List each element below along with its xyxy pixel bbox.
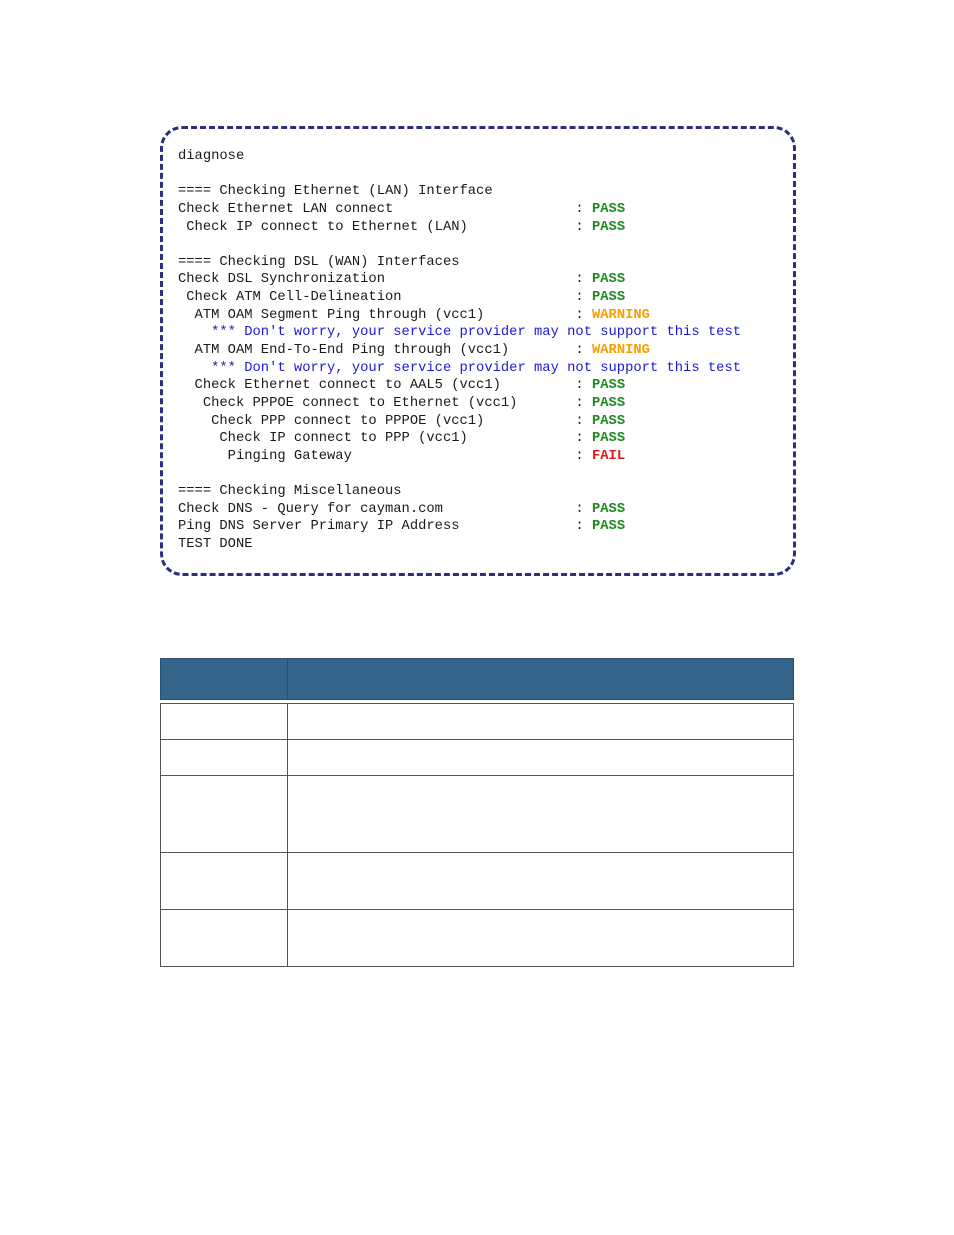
- table-row: [161, 740, 794, 776]
- terminal-line-separator: :: [575, 519, 592, 535]
- terminal-line-separator: :: [575, 201, 592, 217]
- terminal-line-status: PASS: [591, 201, 626, 217]
- terminal-line-label: Check DSL Synchronization: [178, 272, 576, 288]
- terminal-line-status: FAIL: [591, 448, 626, 464]
- terminal-line-label: Check PPPOE connect to Ethernet (vcc1): [178, 395, 576, 411]
- terminal-line-label: Check Ethernet LAN connect: [178, 201, 576, 217]
- table-header-row: [161, 659, 794, 700]
- terminal-line-label: *** Don't worry, your service provider may not support this test: [178, 325, 742, 341]
- table-cell: [161, 740, 288, 776]
- terminal-line-label: Pinging Gateway: [178, 448, 576, 464]
- terminal-line-label: Check IP connect to PPP (vcc1): [178, 431, 576, 447]
- terminal-line-label: Check PPP connect to PPPOE (vcc1): [178, 413, 576, 429]
- terminal-line: [178, 307, 741, 325]
- terminal-line: [178, 324, 741, 342]
- terminal-line-label: TEST DONE: [178, 537, 253, 553]
- terminal-line-separator: :: [575, 343, 592, 359]
- table-cell: [288, 910, 794, 967]
- terminal-line-separator: :: [575, 431, 592, 447]
- terminal-line-separator: :: [575, 290, 592, 306]
- terminal-line-label: ==== Checking Miscellaneous: [178, 484, 402, 500]
- table-cell: [161, 776, 288, 853]
- terminal-line: [178, 271, 741, 289]
- table-cell: [161, 704, 288, 740]
- table-cell: [161, 910, 288, 967]
- table-row: [161, 776, 794, 853]
- terminal-line-separator: :: [575, 307, 592, 323]
- terminal-line-label: ATM OAM Segment Ping through (vcc1): [178, 307, 576, 323]
- terminal-line: [178, 360, 741, 378]
- table-cell: [161, 853, 288, 910]
- terminal-line-status: PASS: [591, 413, 626, 429]
- terminal-line: [178, 148, 741, 166]
- terminal-line-label: Ping DNS Server Primary IP Address: [178, 519, 576, 535]
- terminal-line: [178, 501, 741, 519]
- terminal-line-label: ATM OAM End-To-End Ping through (vcc1): [178, 343, 576, 359]
- terminal-line: [178, 254, 741, 272]
- terminal-line-separator: :: [575, 448, 592, 464]
- table-row: [161, 853, 794, 910]
- terminal-line: [178, 536, 741, 554]
- terminal-line: [178, 166, 741, 184]
- terminal-line-label: ==== Checking DSL (WAN) Interfaces: [178, 254, 460, 270]
- terminal-line: [178, 201, 741, 219]
- terminal-line-label: Check Ethernet connect to AAL5 (vcc1): [178, 378, 576, 394]
- diagnostic-results-table: [160, 658, 794, 967]
- terminal-line: [178, 183, 741, 201]
- terminal-line: [178, 430, 741, 448]
- terminal-line-status: PASS: [591, 290, 626, 306]
- terminal-line: [178, 289, 741, 307]
- terminal-line-label: Check DNS - Query for cayman.com: [178, 501, 576, 517]
- table-cell: [288, 853, 794, 910]
- terminal-line-separator: :: [575, 219, 592, 235]
- terminal-line-separator: :: [575, 395, 592, 411]
- table-cell: [288, 740, 794, 776]
- terminal-line-label: ==== Checking Ethernet (LAN) Interface: [178, 184, 493, 200]
- table-row: [161, 704, 794, 740]
- terminal-line-separator: :: [575, 378, 592, 394]
- table-header-cell: [161, 659, 288, 700]
- terminal-line: [178, 219, 741, 237]
- diagnose-terminal-output: [178, 148, 741, 554]
- terminal-line-status: PASS: [591, 519, 626, 535]
- terminal-line-status: PASS: [591, 219, 626, 235]
- terminal-line: [178, 518, 741, 536]
- terminal-line: [178, 483, 741, 501]
- terminal-line-status: PASS: [591, 395, 626, 411]
- terminal-line-separator: :: [575, 272, 592, 288]
- terminal-line-status: PASS: [591, 501, 626, 517]
- terminal-line-status: PASS: [591, 272, 626, 288]
- table-row: [161, 910, 794, 967]
- terminal-line: [178, 466, 741, 484]
- terminal-line: [178, 236, 741, 254]
- terminal-line-label: diagnose: [178, 149, 245, 164]
- terminal-line-status: WARNING: [591, 307, 650, 323]
- terminal-line-separator: :: [575, 501, 592, 517]
- table-cell: [288, 704, 794, 740]
- terminal-line: [178, 395, 741, 413]
- terminal-line: [178, 377, 741, 395]
- terminal-line-status: PASS: [591, 431, 626, 447]
- terminal-line-label: Check IP connect to Ethernet (LAN): [178, 219, 576, 235]
- terminal-line: [178, 448, 741, 466]
- terminal-line-status: WARNING: [591, 343, 650, 359]
- terminal-line-separator: :: [575, 413, 592, 429]
- table-cell: [288, 776, 794, 853]
- terminal-line: [178, 342, 741, 360]
- table-header-cell: [288, 659, 794, 700]
- terminal-line-label: Check ATM Cell-Delineation: [178, 290, 576, 306]
- terminal-line-label: *** Don't worry, your service provider may not support this test: [178, 360, 742, 376]
- terminal-line-status: PASS: [591, 378, 626, 394]
- terminal-line: [178, 413, 741, 431]
